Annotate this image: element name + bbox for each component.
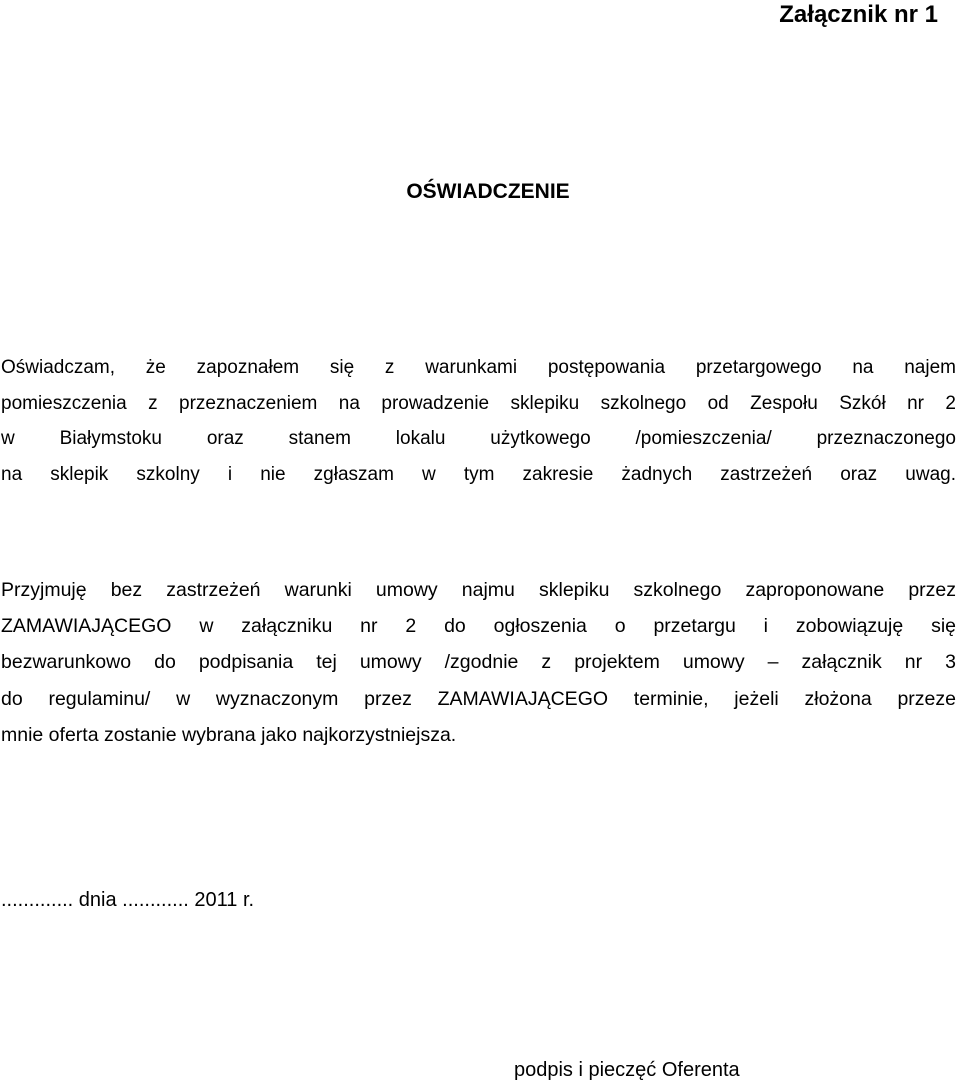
paragraph-line: na sklepik szkolny i nie zgłaszam w tym zakresie żadnych zastrzeżeń oraz uwag. — [1, 463, 956, 485]
paragraph-line: Oświadczam, że zapoznałem się z warunkami postępowania przetargowego na najem — [1, 357, 956, 378]
annex-label: Załącznik nr 1 — [779, 1, 938, 28]
paragraph-line: bezwarunkowo do podpisania tej umowy /zgodnie z projektem umowy – załącznik nr 3 — [1, 651, 956, 674]
paragraph-line: pomieszczenia z przeznaczeniem na prowadzenie sklepiku szkolnego od Zespołu Szkół nr 2 — [1, 392, 956, 414]
paragraph-line: w Białymstoku oraz stanem lokalu użytkowego /pomieszczenia/ przeznaczonego — [1, 428, 956, 449]
paragraph-line: ZAMAWIAJĄCEGO w załączniku nr 2 do ogłoszenia o przetargu i zobowiązuję się — [1, 615, 956, 638]
declaration-paragraph — [1, 350, 956, 492]
paragraph-line: Przyjmuję bez zastrzeżeń warunki umowy najmu sklepiku szkolnego zaproponowane przez — [1, 579, 956, 601]
paragraph-line: mnie oferta zostanie wybrana jako najkorzystniejsza. — [1, 723, 457, 746]
signature-label: podpis i pieczęć Oferenta — [514, 1059, 740, 1081]
date-line: ............. dnia ............ 2011 r. — [1, 889, 255, 911]
acceptance-paragraph — [1, 572, 956, 753]
document-title: OŚWIADCZENIE — [406, 180, 570, 203]
paragraph-line: do regulaminu/ w wyznaczonym przez ZAMAWIAJĄCEGO terminie, jeżeli złożona przeze — [1, 687, 956, 710]
